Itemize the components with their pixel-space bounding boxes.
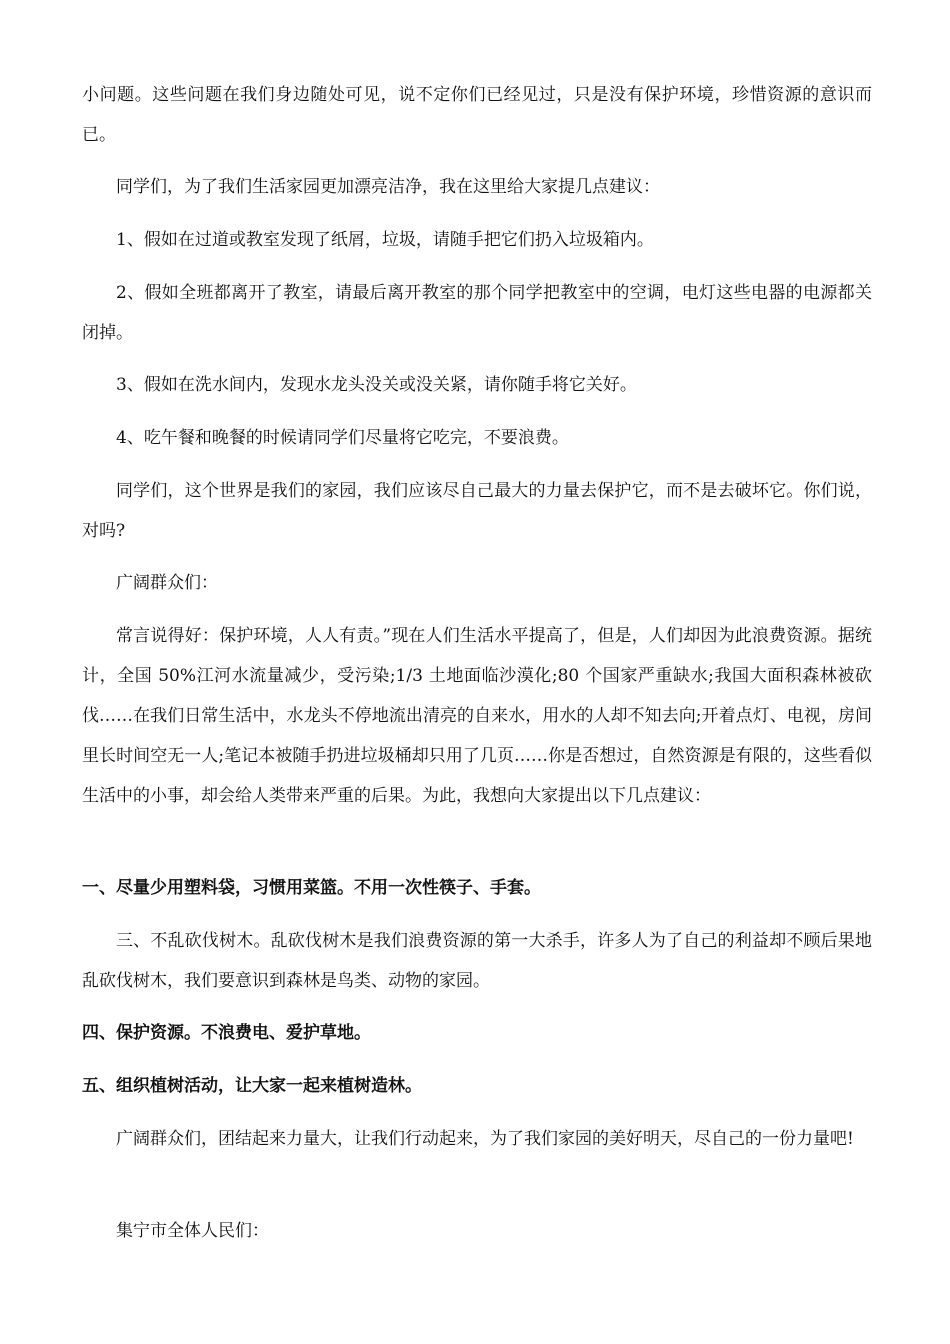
suggestion-item-1: 1、假如在过道或教室发现了纸屑，垃圾，请随手把它们扔入垃圾箱内。 <box>116 230 654 250</box>
salutation-masses: 广阔群众们： <box>116 573 218 593</box>
paragraph-call-to-action: 广阔群众们，团结起来力量大，让我们行动起来，为了我们家园的美好明天，尽自己的一份力量吧! <box>116 1129 854 1149</box>
suggestion-item-4: 4、吃午餐和晚餐的时候请同学们尽量将它吃完，不要浪费。 <box>116 428 569 448</box>
paragraph-address-students: 同学们，为了我们生活家园更加漂亮洁净，我在这里给大家提几点建议： <box>116 177 660 197</box>
suggestion-item-2: 2、假如全班都离开了教室，请最后离开教室的那个同学把教室中的空调，电灯这些电器的电源都关闭掉。 <box>82 283 872 343</box>
heading-point-5: 五、组织植树活动，让大家一起来植树造林。 <box>82 1076 422 1096</box>
heading-point-4: 四、保护资源。不浪费电、爱护草地。 <box>82 1023 371 1043</box>
suggestion-item-3: 3、假如在洗水间内，发现水龙头没关或没关紧，请你随手将它关好。 <box>116 375 637 395</box>
paragraph-statistics: 常言说得好：保护环境，人人有责。”现在人们生活水平提高了，但是，人们却因为此浪费资源。据统计，全国 50%江河水流量减少，受污染;1/3 土地面临沙漠化;80 个国家严重缺水;我国大面积森林被砍伐……在我们日常生活中，水龙头不停地流出清亮的自来水，用水的人却不知去向;开着点灯、电视，房间里长时间空无一人;笔记本被随手扔进垃圾桶却只用了几页……你是否想过，自然资源是有限的，这些看似生活中的小事，却会给人类带来严重的后果。为此，我想向大家提出以下几点建议： <box>82 626 872 806</box>
paragraph-point-3: 三、不乱砍伐树木。乱砍伐树木是我们浪费资源的第一大杀手，许多人为了自己的利益却不顾后果地乱砍伐树木，我们要意识到森林是鸟类、动物的家园。 <box>82 931 872 991</box>
heading-point-1: 一、尽量少用塑料袋，习惯用菜篮。不用一次性筷子、手套。 <box>82 878 541 898</box>
paragraph-closing-students: 同学们，这个世界是我们的家园，我们应该尽自己最大的力量去保护它，而不是去破坏它。你们说，对吗? <box>82 481 872 541</box>
paragraph-intro-continuation: 小问题。这些问题在我们身边随处可见，说不定你们已经见过，只是没有保护环境，珍惜资源的意识而已。 <box>82 85 872 145</box>
salutation-citizens: 集宁市全体人民们： <box>116 1221 269 1241</box>
